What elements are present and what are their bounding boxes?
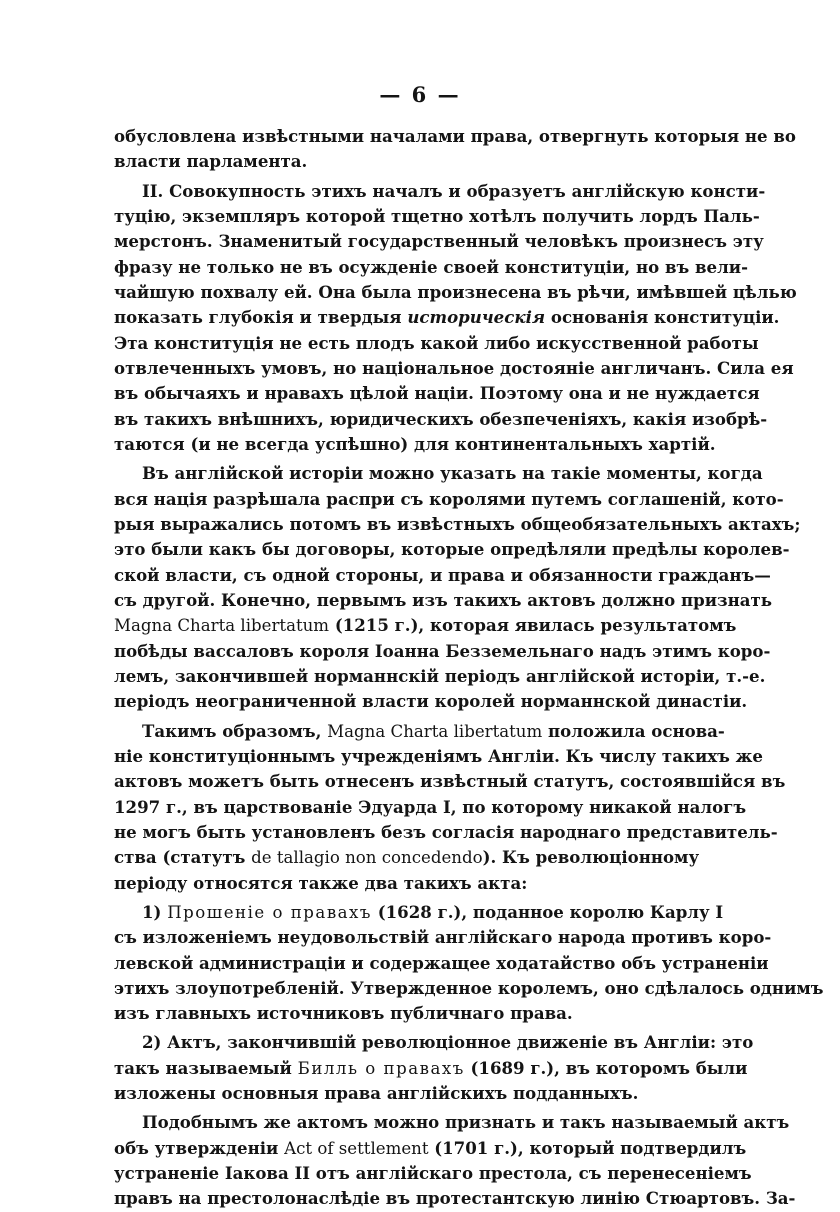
text-line: власти парламента. <box>114 151 308 172</box>
text-line: періоду относятся также два такихъ акта: <box>114 872 528 893</box>
text-line: 1297 г., въ царствованіе Эдуарда I, по которому никакой налогъ <box>114 796 747 817</box>
text-line: изъ главныхъ источниковъ публичнаго права. <box>114 1003 573 1024</box>
text-line: рыя выражались потомъ въ извѣстныхъ общеобязательныхъ актахъ; <box>114 513 801 534</box>
text-line: побѣды вассаловъ короля Іоанна Безземельнаго надъ этимъ коро- <box>114 640 771 661</box>
text-line: въ обычаяхъ и нравахъ цѣлой націи. Поэтому она и не нуждается <box>114 383 760 404</box>
text-line: Такимъ образомъ, Magna Charta libertatum положила основа- <box>142 720 725 741</box>
styled-run: Magna Charta libertatum <box>327 721 543 741</box>
text-line: таются (и не всегда успѣшно) для континентальныхъ хартій. <box>114 433 716 454</box>
text-line: Подобнымъ же актомъ можно признать и такъ называемый актъ <box>142 1112 790 1133</box>
text-line: Эта конституція не есть плодъ какой либо искусственной работы <box>114 332 759 353</box>
text-line: съ другой. Конечно, первымъ изъ такихъ актовъ должно признать <box>114 589 773 610</box>
text-line: Magna Charta libertatum (1215 г.), которая явилась результатомъ <box>114 615 737 636</box>
text-line: ніе конституціоннымъ учрежденіямъ Англіи. Къ числу такихъ же <box>114 745 763 766</box>
body-text <box>114 124 824 1212</box>
text-line: показать глубокія и твердыя историческія основанія конституціи. <box>114 307 780 328</box>
styled-run: Magna Charta libertatum <box>114 616 330 636</box>
text-line: отвлеченныхъ умовъ, но національное достояніе англичанъ. Сила ея <box>114 357 794 378</box>
text-line: мерстонъ. Знаменитый государственный человѣкъ произнесъ эту <box>114 231 764 252</box>
text-line: актовъ можетъ быть отнесенъ извѣстный статутъ, состоявшійся въ <box>114 771 786 792</box>
text-line: это были какъ бы договоры, которые опредѣляли предѣлы королев- <box>114 539 790 560</box>
styled-run: Прошеніе о правахъ <box>167 902 372 922</box>
styled-run: Билль о правахъ <box>297 1058 465 1078</box>
text-line: левской администраціи и содержащее ходатайство объ устраненіи <box>114 952 769 973</box>
text-line: II. Совокупность этихъ началъ и образуетъ англійскую консти- <box>142 180 766 201</box>
text-line: ской власти, съ одной стороны, и права и обязанности гражданъ— <box>114 564 771 585</box>
text-line: этихъ злоупотребленій. Утвержденное королемъ, оно сдѣлалось однимъ <box>114 977 824 998</box>
styled-run: de tallagio non concedendo <box>251 848 483 868</box>
text-line: вся нація разрѣшала распри съ королями путемъ соглашеній, кото- <box>114 488 784 509</box>
text-line: ства (статутъ de tallagio non concedendo). Къ революціонному <box>114 847 700 868</box>
text-line: правъ на престолонаслѣдіе въ протестантскую линію Стюартовъ. За- <box>114 1188 796 1209</box>
page-number: — 6 — <box>379 82 461 107</box>
text-line: 2) Актъ, закончившій революціонное движеніе въ Англіи: это <box>142 1032 754 1053</box>
text-line: лемъ, закончившей норманнскій періодъ англійской исторіи, т.-е. <box>114 665 766 686</box>
text-line: изложены основныя права англійскихъ подданныхъ. <box>114 1083 639 1104</box>
text-line: обусловлена извѣстными началами права, отвергнуть которыя не во <box>114 126 796 146</box>
styled-run: историческія <box>407 307 546 328</box>
text-line: 1) Прошеніе о правахъ (1628 г.), поданное королю Карлу I <box>142 901 724 922</box>
text-line: фразу не только не въ осужденіе своей конституціи, но въ вели- <box>114 256 748 277</box>
text-line: объ утвержденіи Act of settlement (1701 г.), который подтвердилъ <box>114 1137 747 1158</box>
text-line: такъ называемый Билль о правахъ (1689 г.), въ которомъ были <box>114 1057 748 1078</box>
text-line: туцію, экземпляръ которой тщетно хотѣлъ получить лордъ Паль- <box>114 205 760 226</box>
text-line: Въ англійской исторіи можно указать на такіе моменты, когда <box>142 463 763 484</box>
text-line: не могъ быть установленъ безъ согласія народнаго представитель- <box>114 821 778 842</box>
text-line: съ изложеніемъ неудовольствій англійскаго народа противъ коро- <box>114 927 772 948</box>
text-line: періодъ неограниченной власти королей норманнской династіи. <box>114 691 748 712</box>
text-line: чайшую похвалу ей. Она была произнесена въ рѣчи, имѣвшей цѣлью <box>114 281 797 302</box>
text-line: устраненіе Іакова II отъ англійскаго престола, съ перенесеніемъ <box>114 1163 752 1184</box>
text-line: въ такихъ внѣшнихъ, юридическихъ обезпеченіяхъ, какія изобрѣ- <box>114 408 768 429</box>
styled-run: Act of settlement <box>284 1138 429 1158</box>
